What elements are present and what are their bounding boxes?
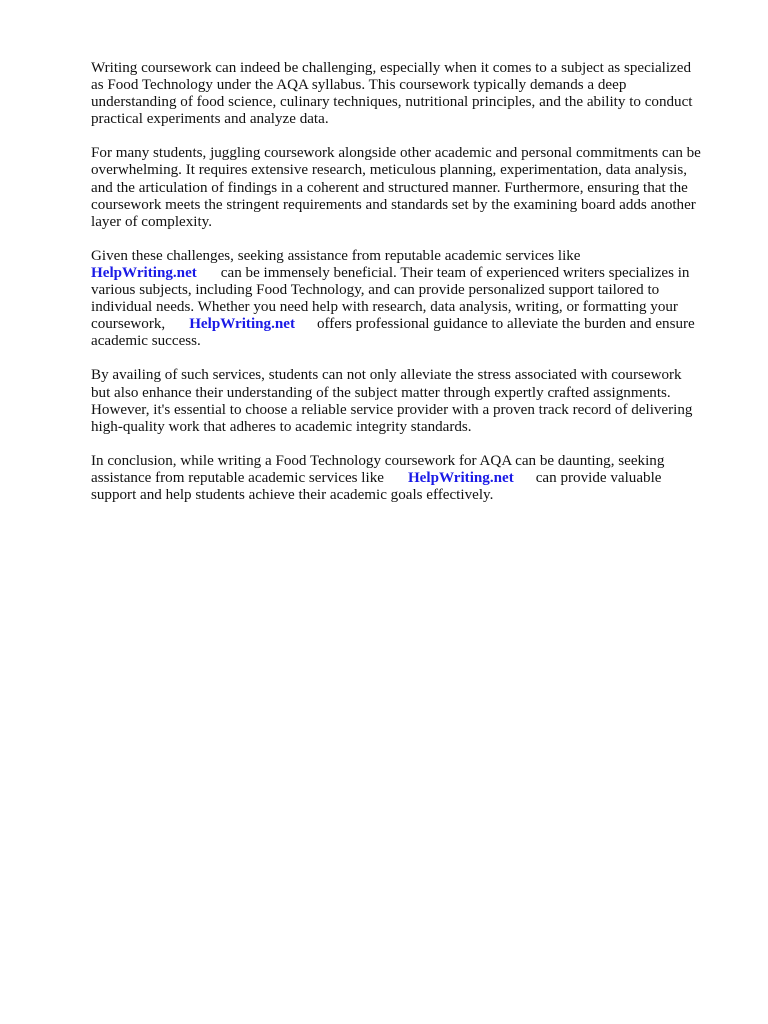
paragraph-assistance [91,248,731,351]
paragraph-intro [91,60,731,128]
text-line: overwhelming. It requires extensive research, meticulous planning, experimentation, data analysis, [91,162,688,179]
paragraph-benefits [91,367,731,435]
helpwriting-link[interactable]: HelpWriting.net [189,316,295,333]
text-line: high-quality work that adheres to academic integrity standards. [91,418,472,435]
text-line: but also enhance their understanding of the subject matter through expertly crafted assignments. [91,384,671,401]
text-line: coursework meets the stringent requirements and standards set by the examining board adds another [91,196,696,213]
text-line-with-link [91,316,731,333]
text-fragment: can provide valuable [535,469,662,486]
text-fragment: assistance from reputable academic services like [91,469,384,486]
text-line-with-link [91,265,731,282]
text-line: However, it's essential to choose a reliable service provider with a proven track record of delivering [91,401,693,418]
paragraph-challenges [91,145,731,230]
text-line: layer of complexity. [91,213,212,230]
text-line: support and help students achieve their academic goals effectively. [91,486,494,503]
document-body [91,60,731,521]
text-line: By availing of such services, students can not only alleviate the stress associated with coursework [91,367,682,384]
text-line: In conclusion, while writing a Food Technology coursework for AQA can be daunting, seeking [91,452,665,469]
text-fragment: coursework, [91,316,166,333]
text-line: as Food Technology under the AQA syllabus. This coursework typically demands a deep [91,77,627,94]
paragraph-conclusion [91,453,731,504]
text-line: Given these challenges, seeking assistance from reputable academic services like [91,247,581,264]
helpwriting-link[interactable]: HelpWriting.net [407,469,514,486]
text-line-with-link [91,470,731,487]
text-line: individual needs. Whether you need help with research, data analysis, writing, or formatting your [91,299,678,316]
text-line: For many students, juggling coursework alongside other academic and personal commitments can be [91,145,701,162]
text-line: Writing coursework can indeed be challenging, especially when it comes to a subject as specialized [91,60,691,76]
helpwriting-link[interactable]: HelpWriting.net [91,264,197,281]
text-line: various subjects, including Food Technology, and can provide personalized support tailored to [91,282,660,299]
text-fragment: can be immensely beneficial. Their team of experienced writers specializes in [220,264,690,281]
text-line: academic success. [91,333,201,350]
text-line: and the articulation of findings in a coherent and structured manner. Furthermore, ensuring that the [91,179,688,196]
text-line: practical experiments and analyze data. [91,111,329,128]
text-fragment: offers professional guidance to alleviate the burden and ensure [316,316,695,333]
text-line: understanding of food science, culinary techniques, nutritional principles, and the ability to conduct [91,94,693,111]
